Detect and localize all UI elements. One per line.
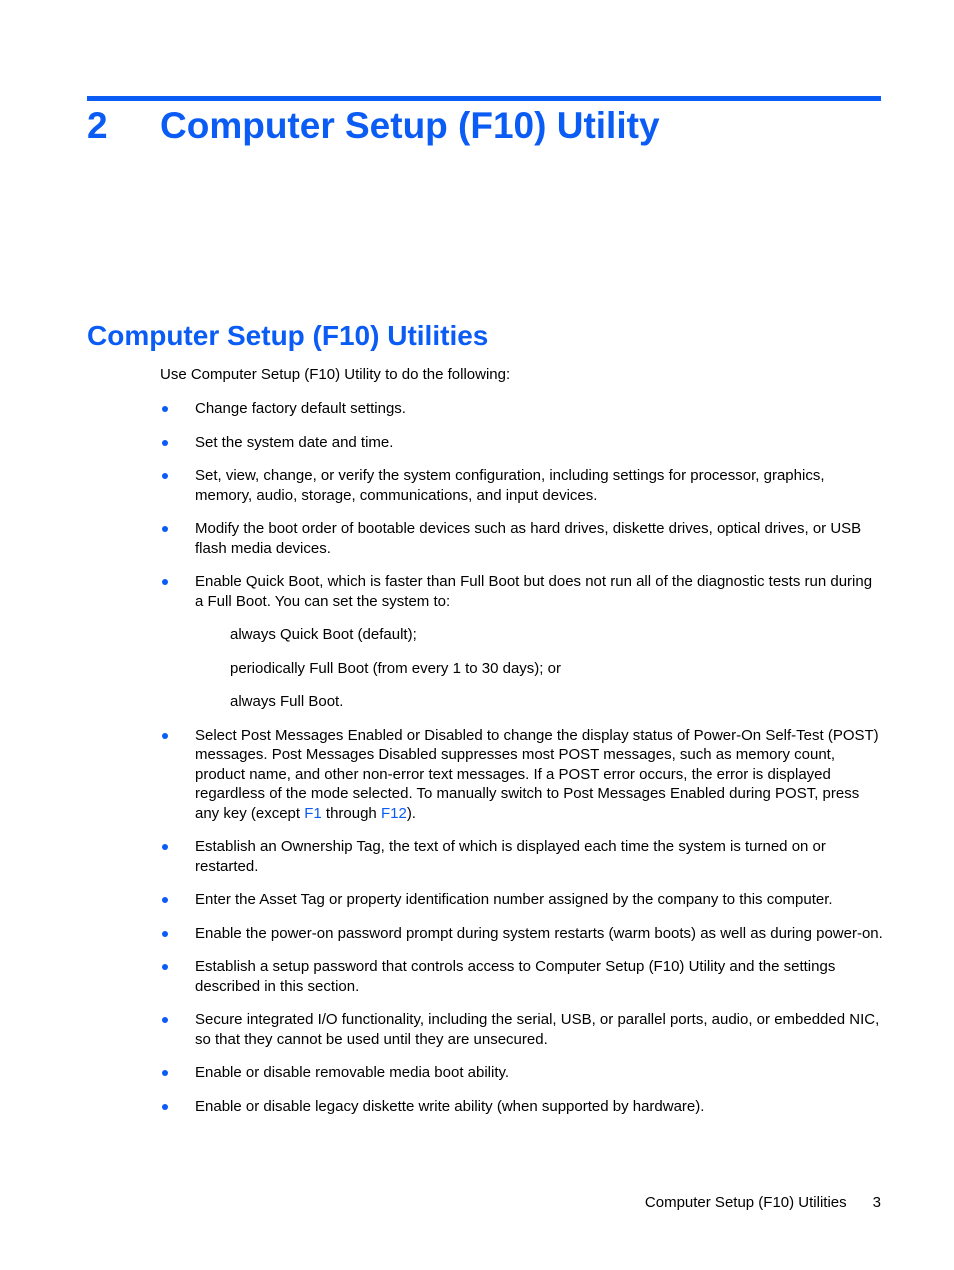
list-item-text: through <box>321 804 381 822</box>
bullet-icon <box>162 526 168 532</box>
list-item-quick-boot <box>160 572 884 712</box>
chapter-number: 2 <box>87 105 108 146</box>
bullet-icon <box>162 931 168 937</box>
list-item <box>160 1010 884 1049</box>
chapter-title: Computer Setup (F10) Utility <box>160 105 660 146</box>
section-intro: Use Computer Setup (F10) Utility to do the following: <box>160 366 511 383</box>
list-item-post-messages <box>160 726 884 824</box>
bullet-icon <box>162 733 168 739</box>
list-item <box>160 890 884 910</box>
list-item <box>160 837 884 876</box>
list-item-text: Change factory default settings. <box>195 400 406 417</box>
bullet-icon <box>162 473 168 479</box>
list-item-text: Establish a setup password that controls access to Computer Setup (F10) Utility and the settings described in this section. <box>195 958 836 995</box>
list-item-text: Establish an Ownership Tag, the text of which is displayed each time the system is turned on or restarted. <box>195 838 826 875</box>
f1-key-link[interactable]: F1 <box>304 804 322 822</box>
list-item-text: Modify the boot order of bootable devices such as hard drives, diskette drives, optical drives, or USB flash media devices. <box>195 520 862 557</box>
list-item <box>160 1063 884 1083</box>
chapter-rule <box>87 96 881 101</box>
list-item <box>160 399 884 419</box>
chapter-heading <box>87 102 660 150</box>
quick-boot-option: always Full Boot. <box>230 693 344 710</box>
page-footer <box>645 1193 881 1212</box>
section-heading: Computer Setup (F10) Utilities <box>87 320 489 351</box>
bullet-icon <box>162 897 168 903</box>
quick-boot-option: periodically Full Boot (from every 1 to 30 days); or <box>230 659 561 677</box>
list-item-text: Secure integrated I/O functionality, including the serial, USB, or parallel ports, audio, or embedded NIC, so that they cannot be used until they are unsecured. <box>195 1011 880 1048</box>
list-item <box>160 924 884 944</box>
bullet-icon <box>162 1070 168 1076</box>
list-item-text: Set, view, change, or verify the system configuration, including settings for processor, graphics, memory, audio, storage, communications, and input devices. <box>195 467 825 504</box>
bullet-icon <box>162 964 168 970</box>
bullet-icon <box>162 406 168 412</box>
list-item <box>160 466 884 505</box>
list-item-text: Enable the power-on password prompt during system restarts (warm boots) as well as during power-on. <box>195 924 883 942</box>
list-item-text: ). <box>406 804 416 822</box>
list-item-text: Enable or disable legacy diskette write ability (when supported by hardware). <box>195 1097 705 1115</box>
list-item <box>160 957 884 996</box>
list-item <box>160 1097 884 1117</box>
list-item-text: Enable Quick Boot, which is faster than Full Boot but does not run all of the diagnostic tests run during a Full Boot. You can set the system to: <box>195 573 873 610</box>
feature-list <box>160 399 884 1130</box>
list-item-text: Enter the Asset Tag or property identification number assigned by the company to this computer. <box>195 891 833 908</box>
bullet-icon <box>162 440 168 446</box>
list-item <box>160 519 884 558</box>
f12-key-link[interactable]: F12 <box>380 804 407 822</box>
list-item-text: Select Post Messages Enabled or Disabled to change the display status of Power-On Self-Test (POST) messages. Post Messages Disabled suppresses most POST messages, such as memory count, product name, and other non-error text messages. If a POST error occurs, the error is displayed regardless of the mode selected. To manually switch to Post Messages Enabled during POST, press any key (except <box>195 726 879 822</box>
bullet-icon <box>162 579 168 585</box>
quick-boot-options <box>195 625 884 712</box>
list-item-text: Set the system date and time. <box>195 433 394 451</box>
list-item-text: Enable or disable removable media boot ability. <box>195 1064 510 1081</box>
quick-boot-option: always Quick Boot (default); <box>230 626 417 643</box>
bullet-icon <box>162 844 168 850</box>
bullet-icon <box>162 1104 168 1110</box>
footer-section-title: Computer Setup (F10) Utilities <box>644 1194 847 1211</box>
list-item <box>160 433 884 453</box>
bullet-icon <box>162 1017 168 1023</box>
page-number: 3 <box>872 1194 881 1211</box>
